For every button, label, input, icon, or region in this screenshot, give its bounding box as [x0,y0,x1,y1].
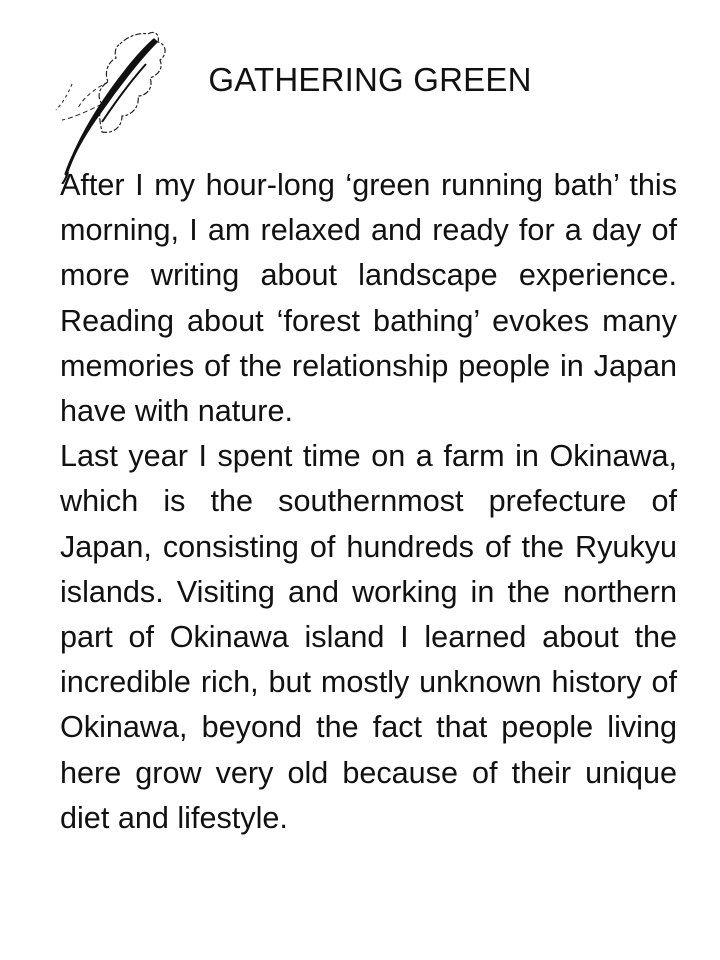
document-body [60,163,677,841]
document-title: GATHERING GREEN [208,61,532,98]
leaf-quill-icon [42,24,170,184]
paragraph-1: After I my hour-long ‘green running bath’ this morning, I am relaxed and ready for a day of more writing about landscape experience. Reading about ‘forest bathing’ evokes many memories of the relationship people in Japan have with nature. [60,168,677,429]
paragraph-2: Last year I spent time on a farm in Okinawa, which is the southernmost prefecture of Japan, consisting of hundreds of the Ryukyu islands. Visiting and working in the northern part of Okinawa island I learned about the incredible rich, but mostly unknown history of Okinawa, beyond the fact that people living here grow very old because of their unique diet and lifestyle. [60,439,677,835]
